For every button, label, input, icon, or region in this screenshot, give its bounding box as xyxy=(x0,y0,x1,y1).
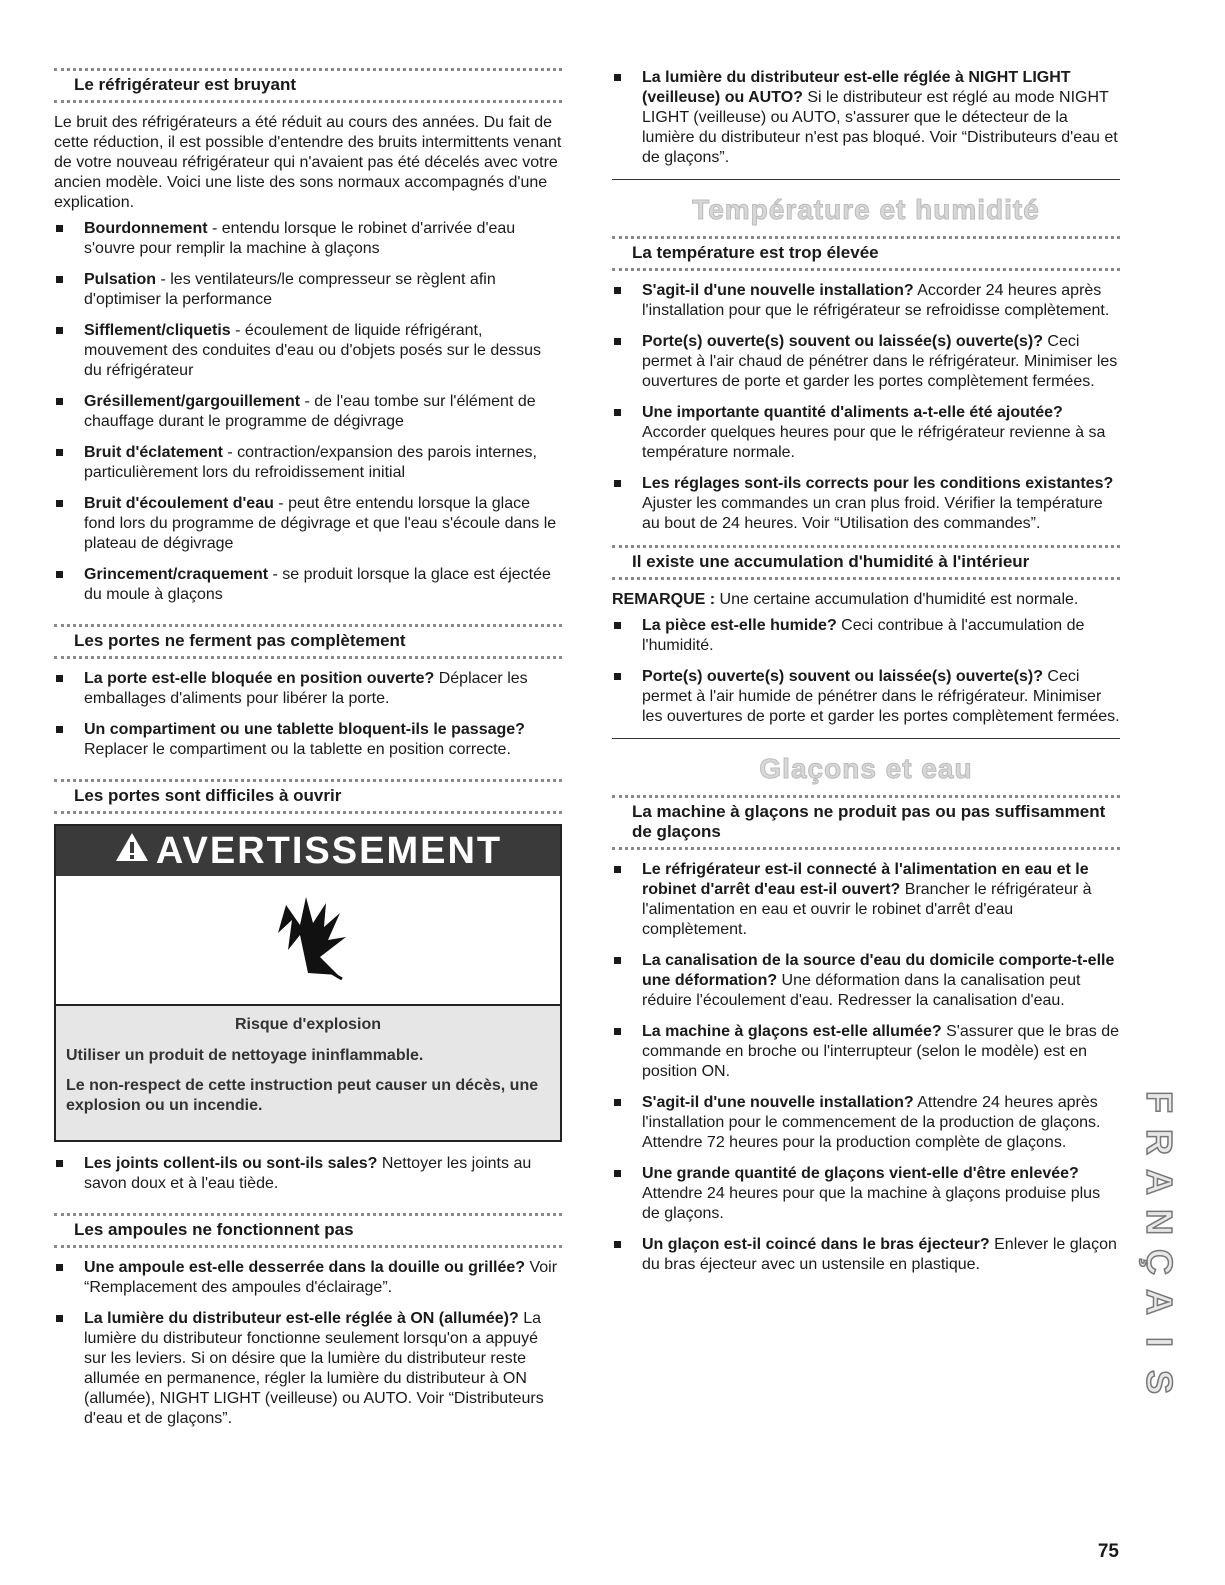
item-term: S'agit-il d'une nouvelle installation? xyxy=(642,1094,914,1111)
item-text: - écoulement de liquide réfrigérant, mouvement des conduites d'eau ou d'objets posés sur le dessus du réfrigérateur xyxy=(84,322,542,379)
warning-line-2: Le non-respect de cette instruction peut causer un décès, une explosion ou un incendie. xyxy=(66,1077,539,1114)
list-item xyxy=(612,281,1120,321)
section-title-temperature: Température et humidité xyxy=(612,179,1120,236)
item-term: Porte(s) ouverte(s) souvent ou laissée(s) ouverte(s)? xyxy=(642,333,1043,350)
item-text: - entendu lorsque le robinet d'arrivée d'eau s'ouvre pour remplir la machine à glaçons xyxy=(84,220,516,257)
side-tab-letter: I xyxy=(1139,1336,1180,1347)
list-noisy xyxy=(54,219,562,605)
note-text: Une certaine accumulation d'humidité est normale. xyxy=(715,591,1079,608)
item-term: Les joints collent-ils ou sont-ils sales? xyxy=(84,1155,378,1172)
item-term: La lumière du distributeur est-elle réglée à ON (allumée)? xyxy=(84,1310,519,1327)
side-tab-letter: Ç xyxy=(1139,1249,1180,1275)
list-item xyxy=(54,392,562,432)
list-item xyxy=(612,1235,1120,1275)
list-item xyxy=(612,860,1120,940)
list-bulbs-cont xyxy=(612,68,1120,168)
list-item xyxy=(612,1022,1120,1082)
item-text: Accorder quelques heures pour que le réfrigérateur revienne à sa température normale. xyxy=(642,424,1106,461)
list-item xyxy=(54,669,562,709)
heading-bulbs: Les ampoules ne fonctionnent pas xyxy=(54,1213,562,1248)
item-text: Attendre 24 heures pour que la machine à glaçons produise plus de glaçons. xyxy=(642,1185,1101,1222)
item-term: Une ampoule est-elle desserrée dans la douille ou grillée? xyxy=(84,1259,526,1276)
item-term: La pièce est-elle humide? xyxy=(642,617,837,634)
list-item xyxy=(54,270,562,310)
side-tab-letter: R xyxy=(1139,1129,1180,1155)
item-text: - se produit lorsque la glace est éjectée du moule à glaçons xyxy=(84,566,551,603)
item-text: Ajuster les commandes un cran plus froid. Vérifier la température au bout de 24 heures. Voir “Utilisation des commandes”. xyxy=(642,495,1103,532)
warning-box xyxy=(54,824,562,1142)
item-text: Ceci contribue à l'accumulation de l'humidité. xyxy=(642,617,1085,654)
warning-body xyxy=(56,1006,560,1140)
item-text: Accorder 24 heures après l'installation pour que le réfrigérateur se refroidisse complètement. xyxy=(642,282,1110,319)
side-tab-letter: N xyxy=(1139,1209,1180,1235)
list-item xyxy=(612,951,1120,1011)
side-tab-letter: S xyxy=(1139,1369,1180,1394)
item-text: Une déformation dans la canalisation peut réduire l'écoulement d'eau. Redresser la canalisation d'eau. xyxy=(642,972,1081,1009)
item-term: La canalisation de la source d'eau du domicile comporte-t-elle une déformation? xyxy=(642,952,1115,989)
heading-doors-hard: Les portes sont difficiles à ouvrir xyxy=(54,779,562,814)
language-side-tab xyxy=(1139,1082,1180,1394)
list-item xyxy=(54,1258,562,1298)
item-term: Les réglages sont-ils corrects pour les conditions existantes? xyxy=(642,475,1114,492)
list-item xyxy=(54,565,562,605)
item-text: - les ventilateurs/le compresseur se règlent afin d'optimiser la performance xyxy=(84,271,496,308)
item-term: La porte est-elle bloquée en position ouverte? xyxy=(84,670,435,687)
item-term: La lumière du distributeur est-elle réglée à NIGHT LIGHT (veilleuse) ou AUTO? xyxy=(642,69,1071,106)
heading-temp-high: La température est trop élevée xyxy=(612,236,1120,271)
warning-triangle-icon xyxy=(114,826,150,876)
item-text: Nettoyer les joints au savon doux et à l'eau tiède. xyxy=(84,1155,532,1192)
side-tab-letter: F xyxy=(1139,1091,1180,1113)
item-term: Porte(s) ouverte(s) souvent ou laissée(s) ouverte(s)? xyxy=(642,668,1043,685)
heading-noisy: Le réfrigérateur est bruyant xyxy=(54,68,562,103)
list-item xyxy=(612,1093,1120,1153)
list-item xyxy=(54,720,562,760)
list-item xyxy=(612,667,1120,727)
item-text: Replacer le compartiment ou la tablette en position correcte. xyxy=(84,741,511,758)
heading-ice: La machine à glaçons ne produit pas ou pas suffisamment de glaçons xyxy=(612,795,1120,850)
list-item xyxy=(54,321,562,381)
item-term: Grincement/craquement xyxy=(84,566,269,583)
list-item xyxy=(54,1154,562,1194)
warning-header xyxy=(56,826,560,876)
explosion-icon-area xyxy=(56,876,560,1006)
list-bulbs xyxy=(54,1258,562,1429)
warning-title: AVERTISSEMENT xyxy=(155,830,503,872)
left-column xyxy=(54,68,562,1440)
heading-doors-close: Les portes ne ferment pas complètement xyxy=(54,624,562,659)
item-term: S'agit-il d'une nouvelle installation? xyxy=(642,282,914,299)
list-item xyxy=(54,494,562,554)
list-item xyxy=(54,1309,562,1429)
item-text: Attendre 24 heures après l'installation pour le commencement de la production de glaçons. Attendre 72 heures pour la production complète de glaçons. xyxy=(642,1094,1101,1151)
item-term: Une importante quantité d'aliments a-t-elle été ajoutée? xyxy=(642,404,1063,421)
item-text: Ceci permet à l'air humide de pénétrer dans le réfrigérateur. Minimiser les ouvertures de porte et garder les portes complètement fermées. xyxy=(642,668,1120,725)
item-text: Brancher le réfrigérateur à l'alimentation en eau et ouvrir le robinet d'arrêt d'eau complètement. xyxy=(642,881,1092,938)
list-humidity xyxy=(612,616,1120,727)
list-item xyxy=(54,443,562,483)
list-item xyxy=(612,403,1120,463)
warning-risk: Risque d'explosion xyxy=(234,1016,382,1033)
right-column xyxy=(612,68,1120,1286)
item-term: Bruit d'éclatement xyxy=(84,444,223,461)
item-text: La lumière du distributeur fonctionne seulement lorsqu'on a appuyé sur les leviers. Si on désire que la lumière du distributeur reste allumée en permanence, régler la lumière du distributeur à ON (allumée), NIGHT LIGHT (veilleuse) ou AUTO. Voir “Distributeurs d'eau et de glaçons”. xyxy=(84,1310,544,1427)
page-number: 75 xyxy=(1097,1541,1119,1562)
item-text: Voir “Remplacement des ampoules d'éclairage”. xyxy=(84,1259,558,1296)
warning-line-1: Utiliser un produit de nettoyage ininflammable. xyxy=(66,1047,424,1064)
item-term: Bourdonnement xyxy=(84,220,208,237)
item-text: Déplacer les emballages d'aliments pour libérer la porte. xyxy=(84,670,528,707)
side-tab-letter: A xyxy=(1139,1169,1180,1195)
heading-humidity: Il existe une accumulation d'humidité à l'intérieur xyxy=(612,545,1120,580)
item-text: Ceci permet à l'air chaud de pénétrer dans le réfrigérateur. Minimiser les ouvertures de porte et garder les portes complètement fermées. xyxy=(642,333,1118,390)
list-temp-high xyxy=(612,281,1120,534)
item-term: Un glaçon est-il coincé dans le bras éjecteur? xyxy=(642,1236,990,1253)
list-item xyxy=(612,474,1120,534)
list-item xyxy=(54,219,562,259)
list-doors-close xyxy=(54,669,562,760)
item-term: Pulsation xyxy=(84,271,157,288)
list-item xyxy=(612,616,1120,656)
item-text: - peut être entendu lorsque la glace fond lors du programme de dégivrage et que l'eau s'écoule dans le plateau de dégivrage xyxy=(84,495,557,552)
note-label: REMARQUE : xyxy=(612,591,716,608)
item-text: Si le distributeur est réglé au mode NIGHT LIGHT (veilleuse) ou AUTO, s'assurer que le détecteur de la lumière du distributeur n'est pas bloqué. Voir “Distributeurs d'eau et de glaçons”. xyxy=(642,89,1118,166)
list-item xyxy=(612,332,1120,392)
item-term: Bruit d'écoulement d'eau xyxy=(84,495,274,512)
side-tab-letter: A xyxy=(1139,1289,1180,1315)
list-ice xyxy=(612,860,1120,1275)
humidity-note xyxy=(612,590,1120,610)
list-doors-hard xyxy=(54,1154,562,1194)
item-text: - contraction/expansion des parois internes, particulièrement lors du refroidissement initial xyxy=(84,444,537,481)
item-term: Le réfrigérateur est-il connecté à l'alimentation en eau et le robinet d'arrêt d'eau est-il ouvert? xyxy=(642,861,1089,898)
item-text: S'assurer que le bras de commande en broche ou l'interrupteur (selon le modèle) est en position ON. xyxy=(642,1023,1120,1080)
section-title-ice: Glaçons et eau xyxy=(612,738,1120,795)
item-term: Sifflement/cliquetis xyxy=(84,322,231,339)
item-term: La machine à glaçons est-elle allumée? xyxy=(642,1023,942,1040)
item-text: - de l'eau tombe sur l'élément de chauffage durant le programme de dégivrage xyxy=(84,393,536,430)
list-item xyxy=(612,68,1120,168)
explosion-icon xyxy=(258,895,358,985)
item-text: Enlever le glaçon du bras éjecteur avec un ustensile en plastique. xyxy=(642,1236,1117,1273)
item-term: Une grande quantité de glaçons vient-elle d'être enlevée? xyxy=(642,1165,1079,1182)
item-term: Grésillement/gargouillement xyxy=(84,393,301,410)
intro-noisy: Le bruit des réfrigérateurs a été réduit au cours des années. Du fait de cette réduction, il est possible d'entendre des bruits intermittents venant de votre nouveau réfrigérateur qui n'avaient pas été décelés avec votre ancien modèle. Voici une liste des sons normaux accompagnés d'une explication. xyxy=(54,114,562,211)
item-term: Un compartiment ou une tablette bloquent-ils le passage? xyxy=(84,721,525,738)
list-item xyxy=(612,1164,1120,1224)
